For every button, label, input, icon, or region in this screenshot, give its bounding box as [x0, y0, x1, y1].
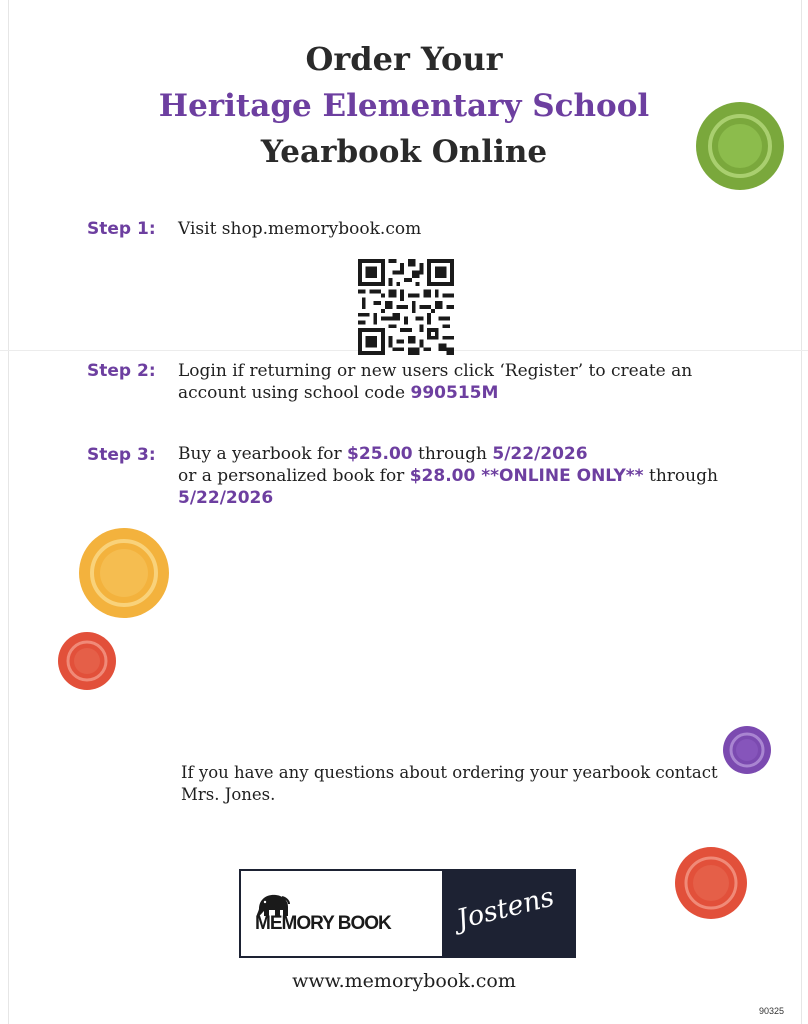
personalized-price: $28.00 **ONLINE ONLY** — [409, 466, 644, 486]
step-1-label: Step 1: — [87, 219, 156, 239]
yearbook-deadline: 5/22/2026 — [492, 444, 588, 464]
purple-circle-decoration — [722, 725, 772, 775]
step-3-text-b: through — [412, 444, 493, 464]
step-3-text-a: Buy a yearbook for — [178, 444, 348, 464]
document-number: 90325 — [758, 1006, 784, 1016]
contact-text: If you have any questions about ordering your yearbook contact Mrs. Jones. — [181, 763, 718, 804]
school-code: 990515M — [410, 383, 499, 403]
step-2-text — [178, 360, 738, 404]
green-circle-decoration — [695, 101, 785, 191]
memorybook-wordmark: MEMORY BOOK — [255, 913, 391, 934]
jostens-logo — [442, 871, 574, 956]
red-circle-decoration — [674, 846, 748, 920]
website-link[interactable]: www.memorybook.com — [292, 970, 516, 992]
yearbook-price: $25.00 — [347, 444, 413, 464]
step-2-label: Step 2: — [87, 361, 156, 381]
step-3-text-d: through — [643, 466, 718, 486]
school-name: Heritage Elementary School — [158, 88, 650, 124]
jostens-wordmark: Jostens — [453, 881, 558, 936]
title-yearbook-online: Yearbook Online — [260, 134, 548, 170]
logo-banner — [239, 869, 576, 958]
yellow-circle-decoration — [78, 527, 170, 619]
step-1-text: Visit shop.memorybook.com — [178, 219, 422, 239]
title-order-your: Order Your — [305, 40, 503, 78]
step-2-instructions: Login if returning or new users click ‘Register’ to create an account using school code — [178, 361, 693, 403]
step-3-text — [178, 443, 738, 509]
step-3-label: Step 3: — [87, 445, 156, 465]
step-3-text-c: or a personalized book for — [178, 466, 410, 486]
red-circle-decoration — [57, 631, 117, 691]
personalized-deadline: 5/22/2026 — [178, 488, 274, 508]
qr-code-icon[interactable] — [358, 259, 454, 355]
memorybook-logo — [241, 871, 442, 956]
